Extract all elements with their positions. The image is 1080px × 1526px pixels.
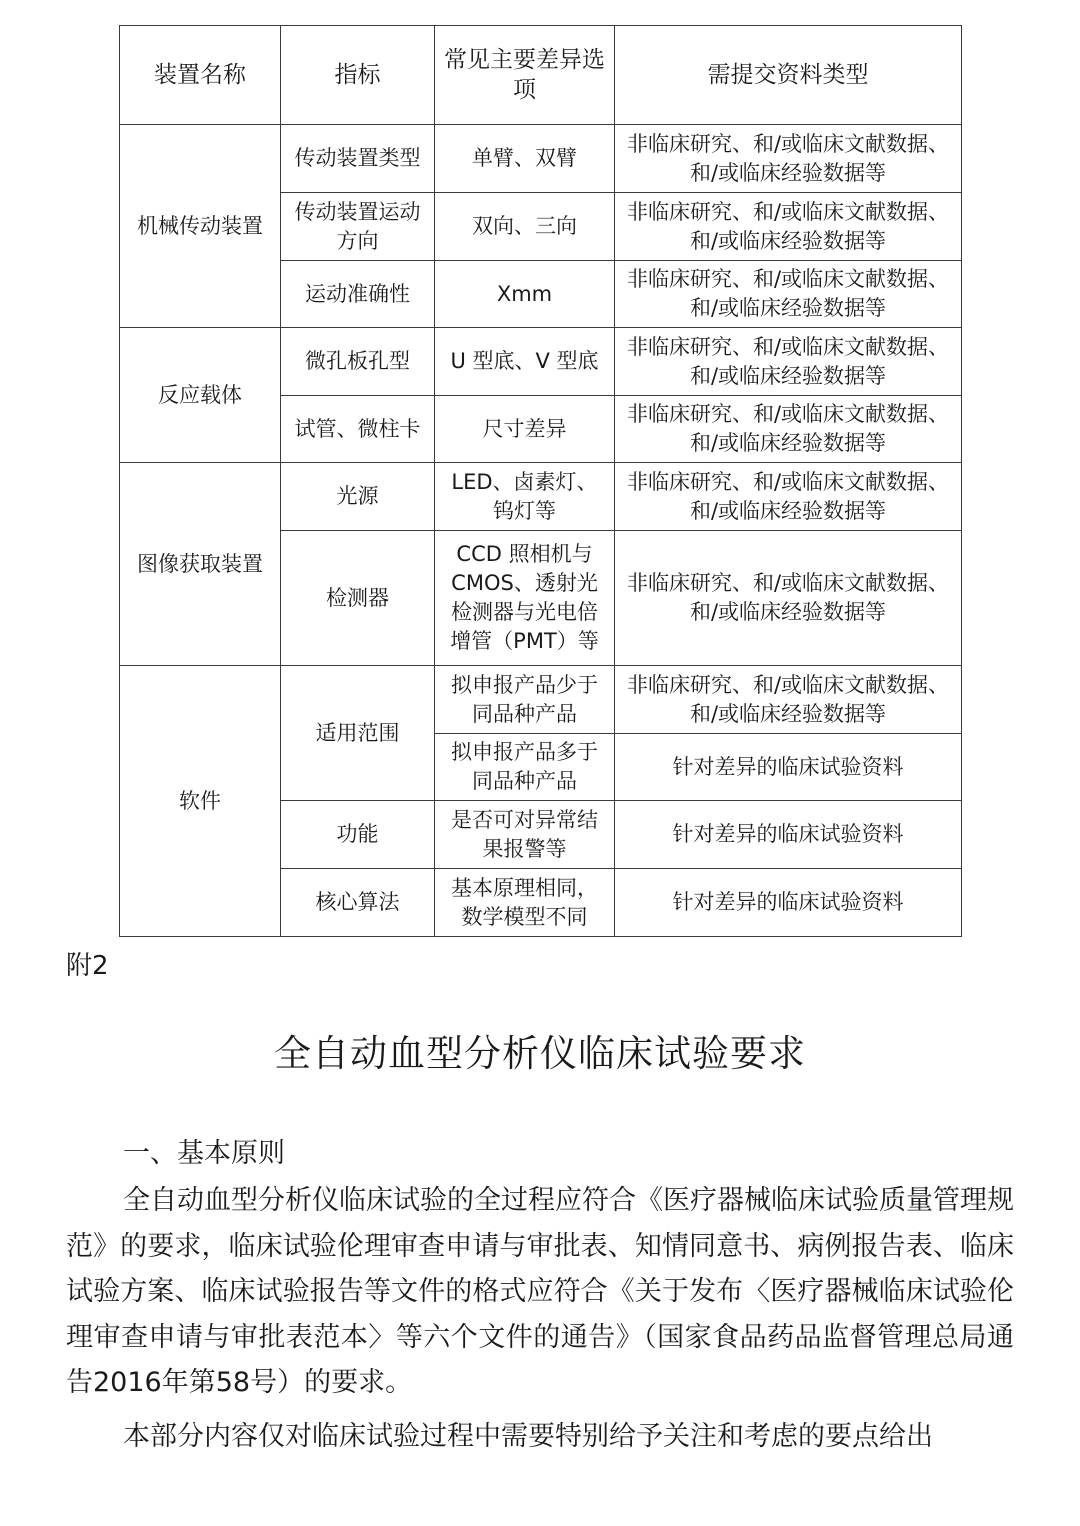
material-cell: 非临床研究、和/或临床文献数据、和/或临床经验数据等 (615, 193, 962, 261)
indicator-cell: 传动装置类型 (281, 125, 435, 193)
material-cell: 非临床研究、和/或临床文献数据、和/或临床经验数据等 (615, 463, 962, 531)
difference-cell: 尺寸差异 (435, 396, 615, 463)
table-row (120, 125, 962, 193)
difference-cell: 双向、三向 (435, 193, 615, 261)
indicator-cell: 运动准确性 (281, 261, 435, 328)
difference-cell: 拟申报产品多于同品种产品 (435, 734, 615, 801)
material-cell: 非临床研究、和/或临床文献数据、和/或临床经验数据等 (615, 396, 962, 463)
table-row (120, 463, 962, 531)
comparison-table (119, 25, 962, 937)
indicator-cell: 传动装置运动方向 (281, 193, 435, 261)
device-cell: 图像获取装置 (120, 463, 281, 666)
indicator-cell: 核心算法 (281, 869, 435, 937)
material-cell: 非临床研究、和/或临床文献数据、和/或临床经验数据等 (615, 666, 962, 734)
device-cell: 反应载体 (120, 328, 281, 463)
paragraph-principle: 全自动血型分析仪临床试验的全过程应符合《医疗器械临床试验质量管理规范》的要求，临床试验伦理审查申请与审批表、知情同意书、病例报告表、临床试验方案、临床试验报告等文件的格式应符合《关于发布〈医疗器械临床试验伦理审查申请与审批表范本〉等六个文件的通告》（国家食品药品监督管理总局通告2016年第58号）的要求。 (66, 1185, 1014, 1398)
page-title: 全自动血型分析仪临床试验要求 (274, 1032, 806, 1075)
material-cell: 针对差异的临床试验资料 (615, 734, 962, 801)
appendix-label: 附2 (66, 951, 109, 981)
material-cell: 非临床研究、和/或临床文献数据、和/或临床经验数据等 (615, 531, 962, 666)
material-cell: 针对差异的临床试验资料 (615, 801, 962, 869)
table-row (120, 666, 962, 734)
material-cell: 非临床研究、和/或临床文献数据、和/或临床经验数据等 (615, 125, 962, 193)
device-cell: 软件 (120, 666, 281, 937)
difference-cell: Xmm (435, 261, 615, 328)
difference-cell: U 型底、V 型底 (435, 328, 615, 396)
indicator-cell: 适用范围 (281, 666, 435, 801)
table-row (120, 328, 962, 396)
header-difference: 常见主要差异选项 (435, 26, 615, 125)
material-cell: 针对差异的临床试验资料 (615, 869, 962, 937)
material-cell: 非临床研究、和/或临床文献数据、和/或临床经验数据等 (615, 261, 962, 328)
header-material: 需提交资料类型 (615, 26, 962, 125)
table-header-row (120, 26, 962, 125)
difference-cell: 是否可对异常结果报警等 (435, 801, 615, 869)
indicator-cell: 微孔板孔型 (281, 328, 435, 396)
device-cell: 机械传动装置 (120, 125, 281, 328)
difference-cell: 基本原理相同，数学模型不同 (435, 869, 615, 937)
difference-cell: CCD 照相机与CMOS、透射光检测器与光电倍增管（PMT）等 (435, 531, 615, 666)
indicator-cell: 试管、微柱卡 (281, 396, 435, 463)
difference-cell: LED、卤素灯、钨灯等 (435, 463, 615, 531)
header-device-name: 装置名称 (120, 26, 281, 125)
indicator-cell: 光源 (281, 463, 435, 531)
paragraph-scope: 本部分内容仅对临床试验过程中需要特别给予关注和考虑的要点给出 (123, 1421, 933, 1452)
header-indicator: 指标 (281, 26, 435, 125)
difference-cell: 单臂、双臂 (435, 125, 615, 193)
section-heading: 一、基本原则 (123, 1138, 285, 1169)
difference-cell: 拟申报产品少于同品种产品 (435, 666, 615, 734)
material-cell: 非临床研究、和/或临床文献数据、和/或临床经验数据等 (615, 328, 962, 396)
indicator-cell: 检测器 (281, 531, 435, 666)
indicator-cell: 功能 (281, 801, 435, 869)
